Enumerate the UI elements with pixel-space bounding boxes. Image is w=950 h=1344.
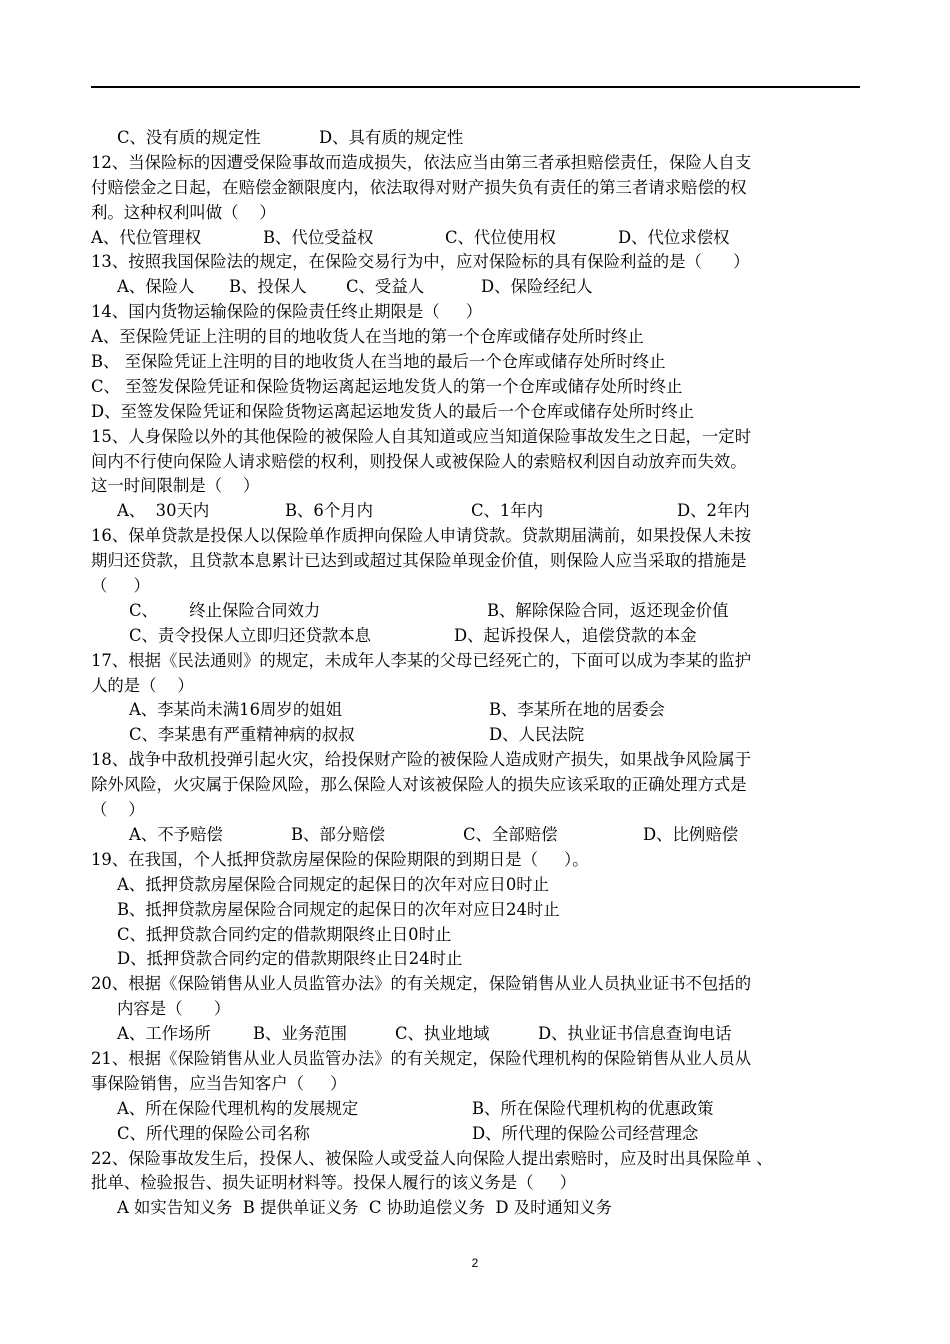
q11-options bbox=[91, 126, 866, 151]
option: C、全部赔偿 bbox=[463, 824, 558, 844]
question-text: 12、当保险标的因遭受保险事故而造成损失，依法应当由第三者承担赔偿责任，保险人自支 bbox=[91, 152, 752, 172]
question-text: 人的是（ ） bbox=[91, 675, 194, 695]
question-text: 利。这种权利叫做（ ） bbox=[91, 202, 276, 222]
q16-options-row1 bbox=[91, 599, 866, 624]
q17-options-row1 bbox=[91, 698, 866, 723]
option: C、所代理的保险公司名称 bbox=[117, 1123, 310, 1143]
question-text: 16、保单贷款是投保人以保险单作质押向保险人申请贷款。贷款期届满前，如果投保人未按 bbox=[91, 526, 752, 546]
option: B、代位受益权 bbox=[263, 227, 374, 247]
q18-options bbox=[91, 823, 866, 848]
option: D、2年内 bbox=[677, 501, 750, 521]
option: B、投保人 bbox=[229, 277, 307, 297]
option: A、抵押贷款房屋保险合同规定的起保日的次年对应日0时止 bbox=[117, 874, 550, 894]
question-text: 内容是（ ） bbox=[117, 999, 231, 1019]
option: B、业务范围 bbox=[253, 1024, 347, 1044]
q16-options-row2 bbox=[91, 624, 866, 649]
q20-options bbox=[91, 1022, 866, 1047]
question-text: 22、保险事故发生后，投保人、被保险人或受益人向保险人提出索赔时，应及时出具保险单 、 bbox=[91, 1148, 773, 1168]
q17-options-row2 bbox=[91, 723, 866, 748]
option: B、解除保险合同，返还现金价值 bbox=[487, 600, 729, 620]
option: C、没有质的规定性 bbox=[117, 128, 261, 147]
option: D、具有质的规定性 bbox=[319, 128, 464, 147]
option: B、6个月内 bbox=[285, 501, 374, 521]
question-text: 间内不行使向保险人请求赔偿的权利，则投保人或被保险人的索赔权利因自动放弃而失效。 bbox=[91, 451, 747, 471]
question-text: 21、根据《保险销售从业人员监管办法》的有关规定，保险代理机构的保险销售从业人员从 bbox=[91, 1048, 752, 1068]
option: C、执业地域 bbox=[395, 1024, 490, 1044]
question-text: （ ） bbox=[91, 576, 150, 596]
option: B、 至保险凭证上注明的目的地收货人在当地的最后一个仓库或储存处所时终止 bbox=[91, 352, 666, 372]
option: D、保险经纪人 bbox=[481, 277, 593, 297]
option: A、所在保险代理机构的发展规定 bbox=[117, 1098, 359, 1118]
question-text: 20、根据《保险销售从业人员监管办法》的有关规定，保险销售从业人员执业证书不包括的 bbox=[91, 974, 752, 994]
option: C、抵押贷款合同约定的借款期限终止日0时止 bbox=[117, 924, 452, 944]
option: C、 至签发保险凭证和保险货物运离起运地发货人的第一个仓库或储存处所时终止 bbox=[91, 376, 683, 396]
option: A、保险人 bbox=[117, 277, 195, 297]
question-text: 这一时间限制是（ ） bbox=[91, 476, 260, 496]
question-text: 事保险销售，应当告知客户（ ） bbox=[91, 1073, 347, 1093]
q21-options-row1 bbox=[91, 1097, 866, 1122]
option: A、代位管理权 bbox=[91, 227, 202, 247]
option: C、代位使用权 bbox=[445, 227, 556, 247]
q15-options bbox=[91, 499, 866, 524]
option: C、李某患有严重精神病的叔叔 bbox=[129, 725, 355, 745]
page-number: 2 bbox=[471, 1256, 479, 1270]
option: D、代位求偿权 bbox=[618, 227, 730, 247]
option: A、李某尚未满16周岁的姐姐 bbox=[129, 700, 342, 720]
question-text: 14、国内货物运输保险的保险责任终止期限是（ ） bbox=[91, 302, 483, 322]
question-list bbox=[91, 126, 866, 1221]
option: D、比例赔偿 bbox=[643, 824, 739, 844]
option: D、所代理的保险公司经营理念 bbox=[472, 1123, 699, 1143]
option: D、至签发保险凭证和保险货物运离起运地发货人的最后一个仓库或储存处所时终止 bbox=[91, 401, 695, 421]
option: C、 终止保险合同效力 bbox=[129, 600, 321, 620]
option: D、执业证书信息查询电话 bbox=[538, 1024, 732, 1044]
option: D、起诉投保人，追偿贷款的本金 bbox=[454, 625, 697, 645]
option: A、不予赔偿 bbox=[129, 824, 223, 844]
option: D、人民法院 bbox=[489, 725, 585, 745]
option: B、李某所在地的居委会 bbox=[489, 700, 665, 720]
question-text: 15、人身保险以外的其他保险的被保险人自其知道或应当知道保险事故发生之日起，一定时 bbox=[91, 426, 752, 446]
question-text: 期归还贷款，且贷款本息累计已达到或超过其保险单现金价值，则保险人应当采取的措施是 bbox=[91, 551, 747, 571]
option: C、1年内 bbox=[471, 501, 544, 521]
question-text: 付赔偿金之日起，在赔偿金额限度内，依法取得对财产损失负有责任的第三者请求赔偿的权 bbox=[91, 177, 747, 197]
q21-options-row2 bbox=[91, 1122, 866, 1147]
option: A、工作场所 bbox=[117, 1024, 211, 1044]
option: C、责令投保人立即归还贷款本息 bbox=[129, 625, 372, 645]
question-text: 17、根据《民法通则》的规定，未成年人李某的父母已经死亡的，下面可以成为李某的监护 bbox=[91, 650, 752, 670]
option: A、 30天内 bbox=[117, 501, 210, 521]
q12-options bbox=[91, 226, 866, 251]
option: C、受益人 bbox=[346, 277, 425, 297]
option: B、部分赔偿 bbox=[291, 824, 385, 844]
option: A、至保险凭证上注明的目的地收货人在当地的第一个仓库或储存处所时终止 bbox=[91, 327, 644, 347]
question-text: 除外风险，火灾属于保险风险，那么保险人对该被保险人的损失应该采取的正确处理方式是 bbox=[91, 775, 747, 795]
question-text: 19、在我国，个人抵押贷款房屋保险的保险期限的到期日是（ ）。 bbox=[91, 849, 589, 869]
option: D、抵押贷款合同约定的借款期限终止日24时止 bbox=[117, 949, 463, 969]
header-rule bbox=[91, 86, 860, 88]
question-text: 13、按照我国保险法的规定，在保险交易行为中，应对保险标的具有保险利益的是（ ） bbox=[91, 252, 750, 272]
option: A 如实告知义务 B 提供单证义务 C 协助追偿义务 D 及时通知义务 bbox=[117, 1198, 613, 1218]
option: B、抵押贷款房屋保险合同规定的起保日的次年对应日24时止 bbox=[117, 899, 560, 919]
q13-options bbox=[91, 275, 866, 300]
question-text: 批单、检验报告、损失证明材料等。投保人履行的该义务是（ ） bbox=[91, 1173, 576, 1193]
question-text: 18、战争中敌机投弹引起火灾，给投保财产险的被保险人造成财产损失，如果战争风险属于 bbox=[91, 750, 752, 770]
option: B、所在保险代理机构的优惠政策 bbox=[472, 1098, 714, 1118]
question-text: （ ） bbox=[91, 800, 145, 820]
